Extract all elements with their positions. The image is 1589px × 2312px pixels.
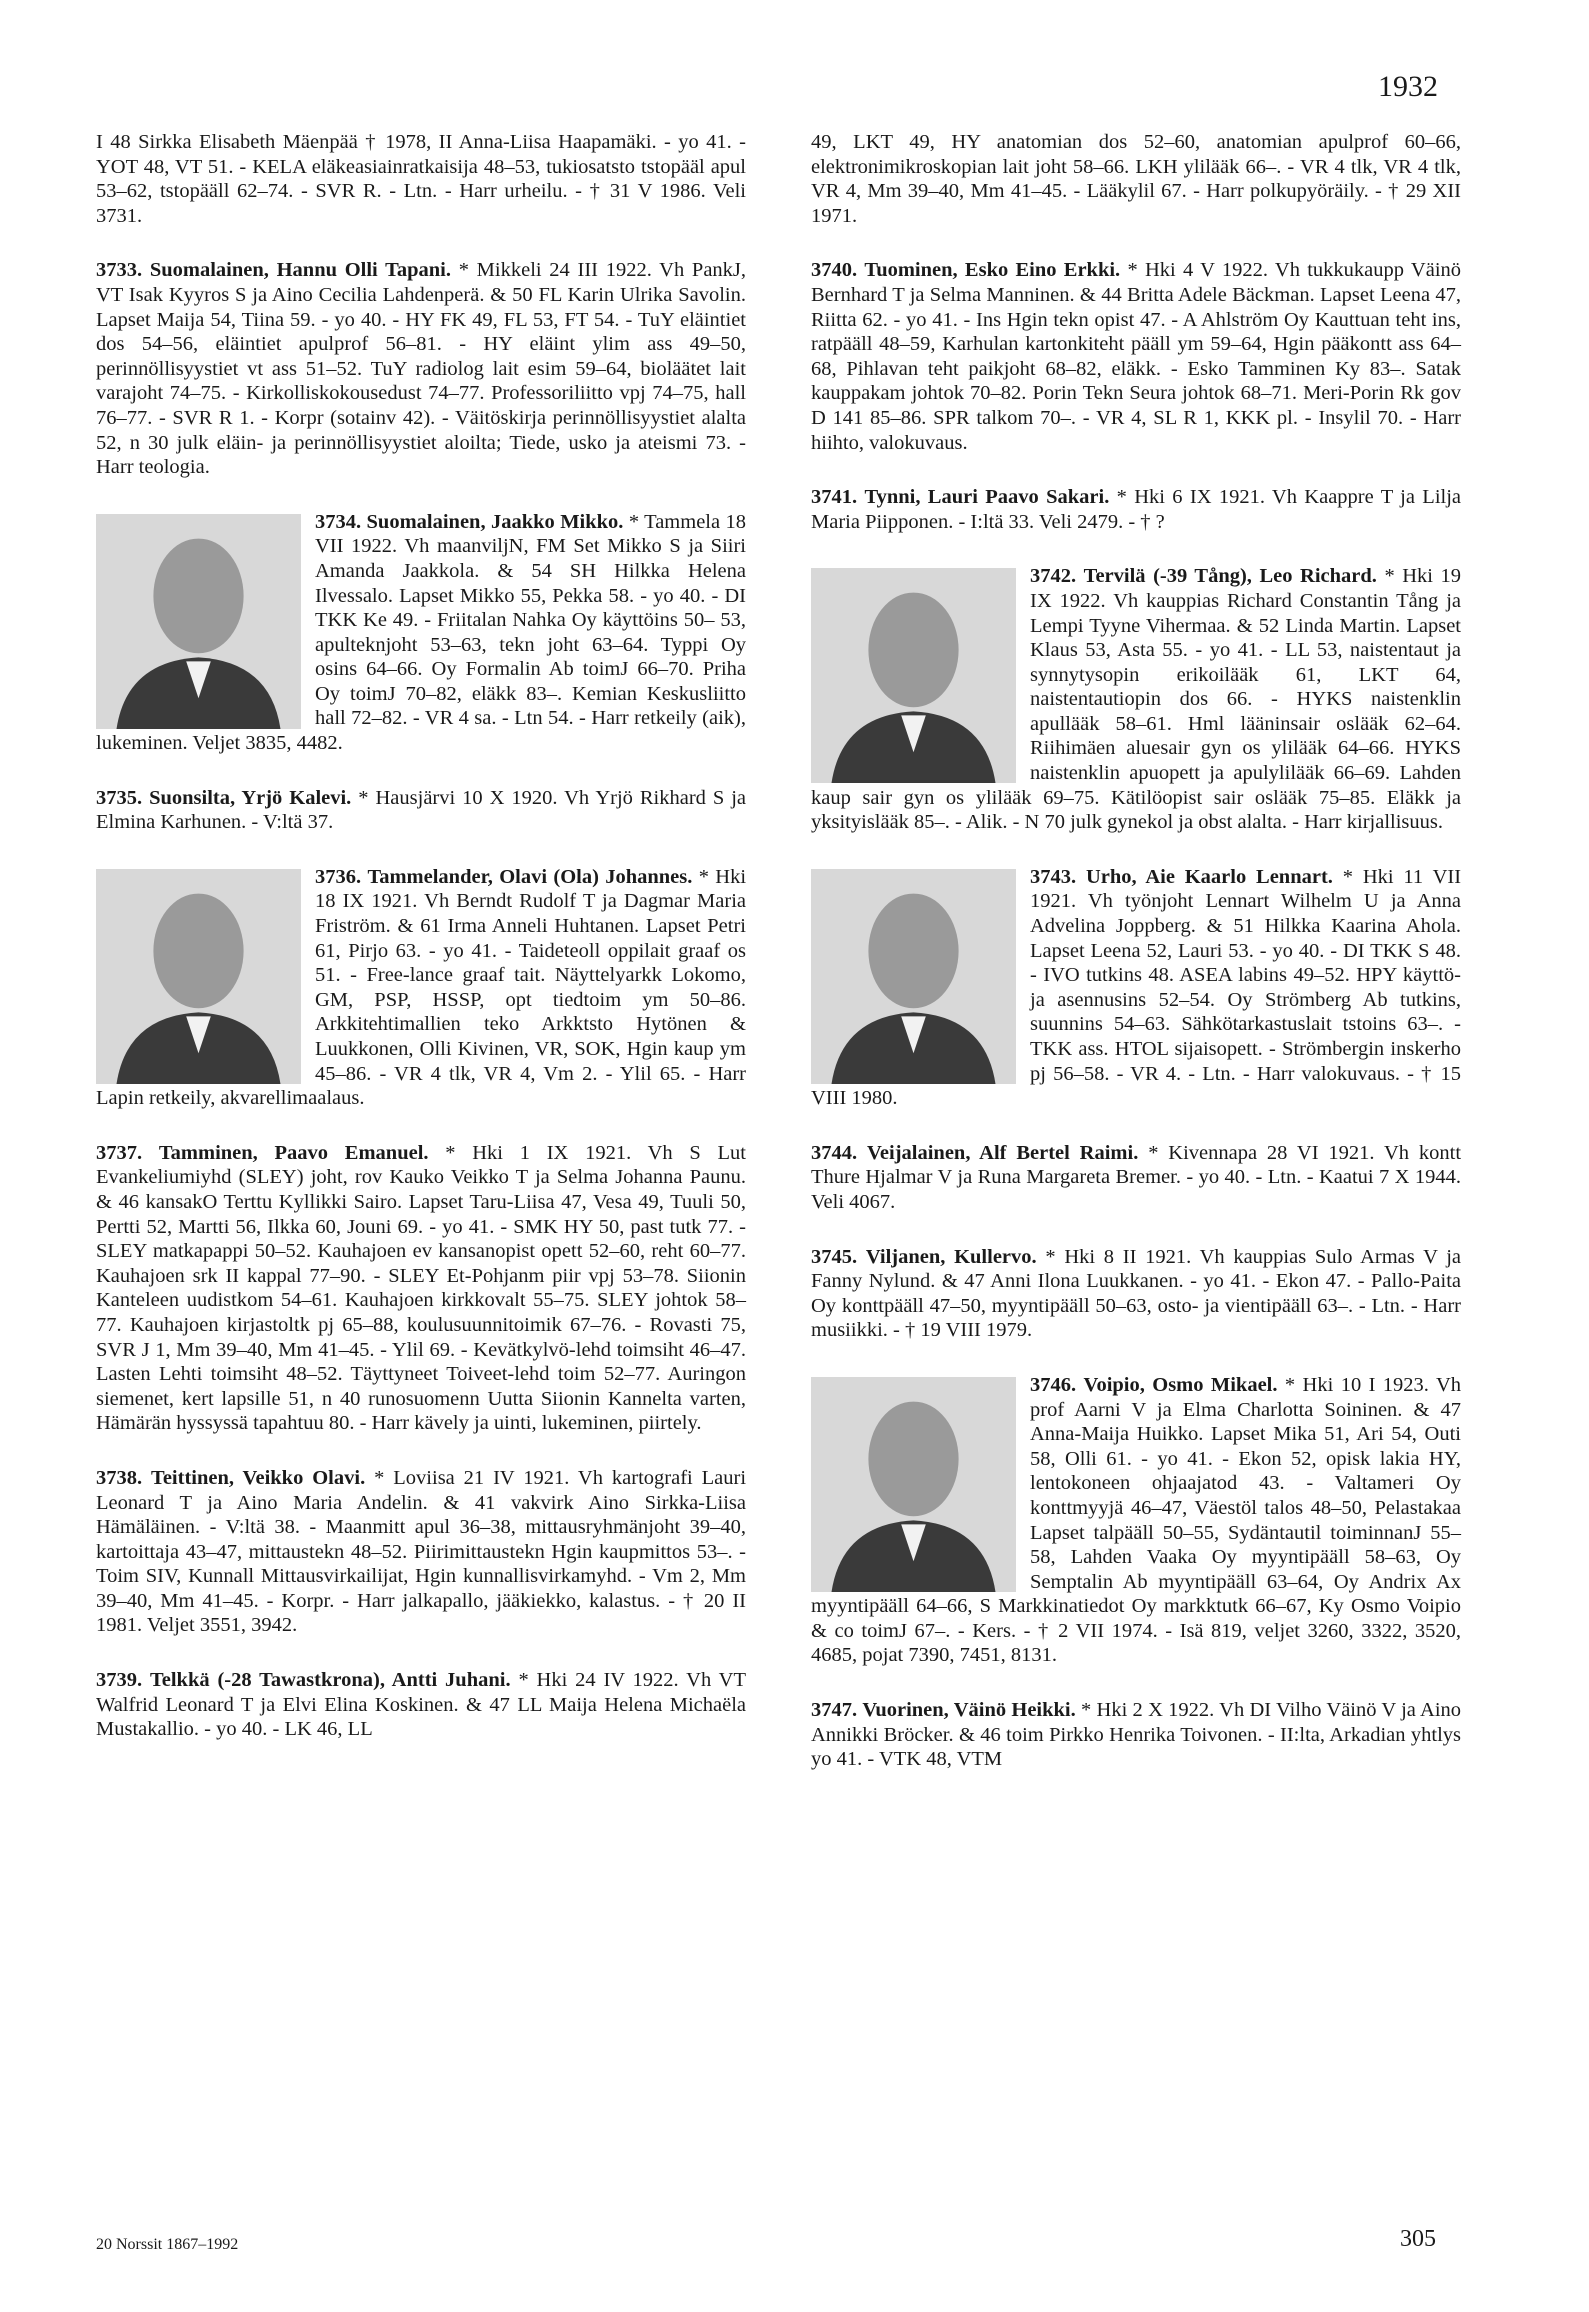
entry-details: * Hki 24 IV 1922. Vh VT Walfrid Leonard T ja Elvi Elina Koskinen. & 47 LL Maija Helena Michaëla Mustakallio. - yo 40. - LK 46, LL bbox=[96, 1669, 747, 1741]
entry-text bbox=[96, 1668, 746, 1742]
entry-text bbox=[96, 1141, 746, 1436]
entry-details: * Hausjärvi 10 X 1920. Vh Yrjö Rikhard S ja Elmina Karhunen. - V:ltä 37. bbox=[96, 786, 747, 834]
portrait-photo bbox=[811, 568, 1016, 783]
entry-text bbox=[96, 786, 746, 835]
biography-entry bbox=[811, 1141, 1461, 1215]
entry-details: * Tammela 18 VII 1922. Vh maanviljN, FM Set Mikko S ja Siiri Amanda Jaakkola. & 54 SH Hilkka Helena Ilvessalo. Lapset Mikko 55, Pekka 58. - yo 40. - DI TKK Ke 49. - Friitalan Nahka Oy käyttöins 50– 53, apulteknjoht 53–63, tekn joht 63–64. Typpi Oy osins 64–66. Oy Formalin Ab toimJ 66–70. Priha Oy toimJ 70–82, eläkk 83–. Kemian Keskusliitto hall 72–82. - VR 4 sa. - Ltn 54. - Harr retkeily (aik), lukeminen. Veljet 3835, 4482. bbox=[96, 510, 746, 755]
entry-text bbox=[96, 258, 746, 479]
biography-entry bbox=[96, 865, 746, 1111]
biography-entry bbox=[811, 865, 1461, 1111]
entry-details: * Hki 19 IX 1922. Vh kauppias Richard Constantin Tång ja Lempi Tyyne Vihermaa. & 52 Linda Martin. Lapset Klaus 53, Asta 55. - yo 41. - LL 53, naistentaut ja synnytysopin erikoilääk 61, LKT 64, naistentautiopin dos 66. - HYKS naistenklin apullääk 58–61. Hml lääninsair oslääk 62–64. Riihimäen aluesair gyn os ylilääk 64–66. HYKS naistenklin apuopett ja apulylilääk 66–69. Lahden kaup sair gyn os ylilääk 69–75. Kätilöopist sair oslääk 75–85. Eläkk ja yksityislääk 85–. - Alik. - N 70 julk gynekol ja obst alalta. - Harr kirjallisuus. bbox=[811, 565, 1462, 834]
entry-details: * Hki 6 IX 1921. Vh Kaappre T ja Lilja Maria Piipponen. - I:ltä 33. Veli 2479. - † ? bbox=[811, 486, 1462, 533]
entry-person-name: Tervilä (-39 Tång), Leo Richard. bbox=[1083, 565, 1377, 588]
biography-entry bbox=[811, 485, 1461, 534]
right-column bbox=[811, 130, 1461, 1802]
entry-person-name: Telkkä (-28 Tawastkrona), Antti Juhani. bbox=[149, 1669, 511, 1692]
entry-details: * Hki 10 I 1923. Vh prof Aarni V ja Elma Charlotta Soininen. & 47 Anna-Maija Huikko. Lapset Mika 51, Ari 54, Outi 58, Olli 61. - yo 41. - Ekon 52, opisk lakia HY, lentokoneen ohjaajatod 43. - Valtameri Oy konttmyyjä 46–47, Väestöl talos 48–50, Pelastakaa Lapset talpääll 50–55, Sydäntautil toiminnanJ 55–58, Lahden Vaaka Oy myyntipääll 58–63, Oy Semptalin Ab myyntipääll 63–64, Oy Andrix Ax myyntipääll 64–66, S Markkinatiedot Oy markktutk 66–67, Ky Osmo Voipio & co toimJ 67–. - Kers. - † 2 VII 1974. - Isä 819, veljet 3260, 3322, 3520, 4685, pojat 7390, 7451, 8131. bbox=[811, 1373, 1461, 1667]
entry-number: 3735. bbox=[96, 786, 143, 809]
entry-number: 3740. bbox=[811, 259, 858, 282]
left-column bbox=[96, 130, 746, 1772]
entry-person-name: Suomalainen, Jaakko Mikko. bbox=[366, 510, 624, 533]
biography-entry bbox=[96, 786, 746, 835]
entry-number: 3736. bbox=[315, 865, 362, 888]
entry-person-name: Veijalainen, Alf Bertel Raimi. bbox=[866, 1141, 1139, 1164]
entry-text bbox=[811, 865, 1461, 1111]
entry-text bbox=[96, 1466, 746, 1638]
biography-entry bbox=[96, 130, 746, 228]
portrait-photo bbox=[811, 869, 1016, 1084]
entry-number: 3742. bbox=[1030, 565, 1077, 588]
entry-person-name: Tammelander, Olavi (Ola) Johannes. bbox=[367, 865, 693, 888]
entry-person-name: Tynni, Lauri Paavo Sakari. bbox=[864, 486, 1110, 509]
entry-number: 3734. bbox=[315, 510, 362, 533]
entry-text bbox=[811, 485, 1461, 534]
footer-book-title: 20 Norssit 1867–1992 bbox=[96, 2236, 239, 2253]
entry-text bbox=[811, 1698, 1461, 1772]
entry-person-name: Viljanen, Kullervo. bbox=[865, 1245, 1037, 1268]
biography-entry bbox=[811, 564, 1461, 835]
entry-details: * Hki 8 II 1921. Vh kauppias Sulo Armas V ja Fanny Nylund. & 47 Anni Ilona Luukkanen. - yo 41. - Ekon 47. - Pallo-Paita Oy konttpääll 47–50, myyntipääll 50–63, osto- ja vientipääll 63–. - Ltn. - Harr musiikki. - † 19 VIII 1979. bbox=[811, 1245, 1462, 1342]
entry-number: 3738. bbox=[96, 1466, 143, 1489]
biography-entry bbox=[811, 130, 1461, 228]
entry-number: 3743. bbox=[1030, 865, 1077, 888]
portrait-photo bbox=[811, 1377, 1016, 1592]
biography-entry bbox=[811, 1245, 1461, 1343]
entry-person-name: Tuominen, Esko Eino Erkki. bbox=[864, 259, 1121, 282]
entry-text bbox=[811, 130, 1461, 228]
entry-number: 3737. bbox=[96, 1141, 143, 1164]
entry-number: 3744. bbox=[811, 1141, 858, 1164]
entry-details: * Hki 4 V 1922. Vh tukkukaupp Väinö Bernhard T ja Selma Manninen. & 44 Britta Adele Bäckman. Lapset Leena 47, Riitta 62. - yo 41. - Ins Hgin tekn opist 47. - A Ahlström Oy Kauttuan teht ins, ratpääll 48–59, Karhulan kartonkiteht pääll ym 59–64, Hgin pääkontt ass 64–68, Pihlavan teht paikjoht 68–82, eläkk. - Esko Tamminen Ky 83–. Satak kauppakam johtok 70–82. Porin Tekn Seura johtok 68–71. Meri-Porin Rk gov D 141 85–86. SPR talkom 70–. - VR 4, SL R 1, KKK pl. - Insylil 70. - Harr hiihto, valokuvaus. bbox=[811, 259, 1462, 454]
entry-person-name: Teittinen, Veikko Olavi. bbox=[151, 1466, 366, 1489]
biography-entry bbox=[811, 1373, 1461, 1668]
entry-text bbox=[96, 130, 746, 228]
entry-text bbox=[96, 865, 746, 1111]
biography-entry bbox=[811, 258, 1461, 455]
entry-details: * Kivennapa 28 VI 1921. Vh kontt Thure Hjalmar V ja Runa Margareta Bremer. - yo 40. - Ltn. - Kaatui 7 X 1944. Veli 4067. bbox=[811, 1141, 1462, 1213]
biography-entry bbox=[96, 1141, 746, 1436]
entry-number: 3746. bbox=[1030, 1373, 1077, 1396]
entry-person-name: Tamminen, Paavo Emanuel. bbox=[158, 1141, 429, 1164]
biography-entry bbox=[96, 258, 746, 479]
portrait-photo bbox=[96, 514, 301, 729]
portrait-photo bbox=[96, 869, 301, 1084]
entry-details: I 48 Sirkka Elisabeth Mäenpää † 1978, II Anna-Liisa Haapamäki. - yo 41. - YOT 48, VT 51. - KELA eläkeasiainratkaisija 48–53, tukiosatsto tstopääl apul 53–62, tstopääll 62–74. - SVR R. - Ltn. - Harr urheilu. - † 31 V 1986. Veli 3731. bbox=[96, 131, 746, 227]
entry-text bbox=[811, 1245, 1461, 1343]
biography-entry bbox=[96, 1466, 746, 1638]
page-number: 305 bbox=[1400, 2226, 1436, 2252]
entry-text bbox=[811, 564, 1461, 835]
entry-number: 3745. bbox=[811, 1245, 858, 1268]
entry-person-name: Suomalainen, Hannu Olli Tapani. bbox=[149, 259, 451, 282]
entry-person-name: Urho, Aie Kaarlo Lennart. bbox=[1085, 865, 1333, 888]
entry-text bbox=[96, 510, 746, 756]
entry-details: * Hki 1 IX 1921. Vh S Lut Evankeliumiyhd (SLEY) joht, rov Kauko Veikko T ja Selma Johanna Paunu. & 46 kansakO Terttu Kyllikki Sairo. Lapset Taru-Liisa 47, Vesa 49, Tuuli 50, Pertti 52, Martti 56, Ilkka 60, Jouni 69. - yo 41. - SMK HY 50, past tutk 77. - SLEY matkapappi 50–52. Kauhajoen ev kansanopist opett 52–60, reht 60–77. Kauhajoen srk II kappal 77–90. - SLEY Et-Pohjanm piir vpj 53–78. Siionin Kanteleen uudistkom 54–61. Kauhajoen kirkkovalt 55–75. SLEY johtok 58–77. Kauhajoen kirjastoltk pj 65–88, koulusuunnitoimik 67–76. - Rovasti 75, SVR J 1, Mm 39–40, Mm 41–45. - Ylil 69. - Kevätkylvö-lehd toimsiht 46–47. Lasten Lehti toimsiht 48–52. Täyttyneet Toiveet-lehd toim 52–77. Auringon siemenet, kert lapsille 51, n 40 runosuomenn Uutta Siionin Kannelta varten, Hämärän hyssyssä tapahtuu 80. - Harr kävely ja uinti, lukeminen, piirtely. bbox=[96, 1141, 747, 1435]
entry-number: 3747. bbox=[811, 1699, 858, 1722]
entry-person-name: Vuorinen, Väinö Heikki. bbox=[862, 1699, 1076, 1722]
entry-details: * Hki 2 X 1922. Vh DI Vilho Väinö V ja Aino Annikki Bröcker. & 46 toim Pirkko Henrika Toivonen. - II:lta, Arkadian yhtlys yo 41. - VTK 48, VTM bbox=[811, 1699, 1462, 1771]
entry-text bbox=[811, 1141, 1461, 1215]
page-year: 1932 bbox=[1378, 70, 1438, 103]
entry-details: * Loviisa 21 IV 1921. Vh kartografi Lauri Leonard T ja Aino Maria Andelin. & 41 vakvirk Aino Sirkka-Liisa Hämäläinen. - V:ltä 38. - Maanmitt apul 36–38, mittausryhmänjoht 39–40, kartoittaja 43–47, mittaustekn 48–52. Piirimittaustekn Hgin kaupmittos 53–. - Toim SIV, Kunnall Mittausvirkailijat, Hgin kunnallisvirkamyhd. - Vm 2, Mm 39–40, Mm 41–45. - Korpr. - Harr jalkapallo, jääkiekko, kalastus. - † 20 II 1981. Veljet 3551, 3942. bbox=[96, 1466, 747, 1637]
biography-entry bbox=[96, 1668, 746, 1742]
entry-details: 49, LKT 49, HY anatomian dos 52–60, anatomian apulprof 60–66, elektronimikroskopian lait joht 58–66. LKH ylilääk 66–. - VR 4 tlk, VR 4 tlk, VR 4, Mm 39–40, Mm 41–45. - Lääkylil 67. - Harr polkupyöräily. - † 29 XII 1971. bbox=[811, 131, 1461, 227]
entry-person-name: Voipio, Osmo Mikael. bbox=[1083, 1373, 1278, 1396]
biography-entry bbox=[96, 510, 746, 756]
entry-details: * Mikkeli 24 III 1922. Vh PankJ, VT Isak Kyyros S ja Aino Cecilia Lahdenperä. & 50 FL Karin Ulrika Savolin. Lapset Maija 54, Tiina 59. - yo 40. - HY FK 49, FL 53, FT 54. - TuY eläintiet dos 54–56, eläintiet apulprof 56–81. - HY eläint ylim ass 49–50, perinnöllisyystiet vt ass 51–52. TuY radiolog lait esim 59–64, bioläätet lait varajoht 74–75. - Kirkolliskokousedust 74–77. Professoriliitto vpj 74–75, hall 76–77. - SVR R 1. - Korpr (sotainv 42). - Väitöskirja perinnöllisyystiet alalta 52, n 30 julk eläin- ja perinnöllisyystiet aloilta; Tiede, usko ja ateismi 73. - Harr teologia. bbox=[96, 259, 747, 479]
entry-person-name: Suonsilta, Yrjö Kalevi. bbox=[149, 786, 352, 809]
entry-text bbox=[811, 1373, 1461, 1668]
entry-number: 3739. bbox=[96, 1669, 143, 1692]
entry-text bbox=[811, 258, 1461, 455]
biography-entry bbox=[811, 1698, 1461, 1772]
entry-details: * Hki 18 IX 1921. Vh Berndt Rudolf T ja Dagmar Maria Friström. & 61 Irma Anneli Huhtanen. Lapset Petri 61, Pirjo 63. - yo 41. - Taideteoll oppilait graaf os 51. - Free-lance graaf tait. Näyttelyarkk Lokomo, GM, PSP, HSSP, opt tiedtoim ym 50–86. Arkkitehtimallien teko Arkktsto Hytönen & Luukkonen, Olli Kivinen, VR, SOK, Hgin kaup ym 45–86. - VR 4 tlk, VR 4, Vm 2. - Ylil 65. - Harr Lapin retkeily, akvarellimaalaus. bbox=[96, 865, 747, 1110]
entry-details: * Hki 11 VII 1921. Vh työnjoht Lennart Wilhelm U ja Anna Advelina Joppberg. & 51 Hilkka Kaarina Ahola. Lapset Leena 52, Lauri 53. - yo 40. - DI TKK S 48. - IVO tutkins 48. ASEA labins 49–52. HPY käyttö- ja asennusins 52–54. Oy Strömberg Ab tutkins, suunnins 54–63. Sähkötarkastuslait tstoins 63–. - TKK ass. HTOL sijaisopett. - Strömbergin inskerho pj 56–58. - VR 4. - Ltn. - Harr valokuvaus. - † 15 VIII 1980. bbox=[811, 865, 1462, 1110]
entry-number: 3733. bbox=[96, 259, 143, 282]
entry-number: 3741. bbox=[811, 486, 858, 509]
